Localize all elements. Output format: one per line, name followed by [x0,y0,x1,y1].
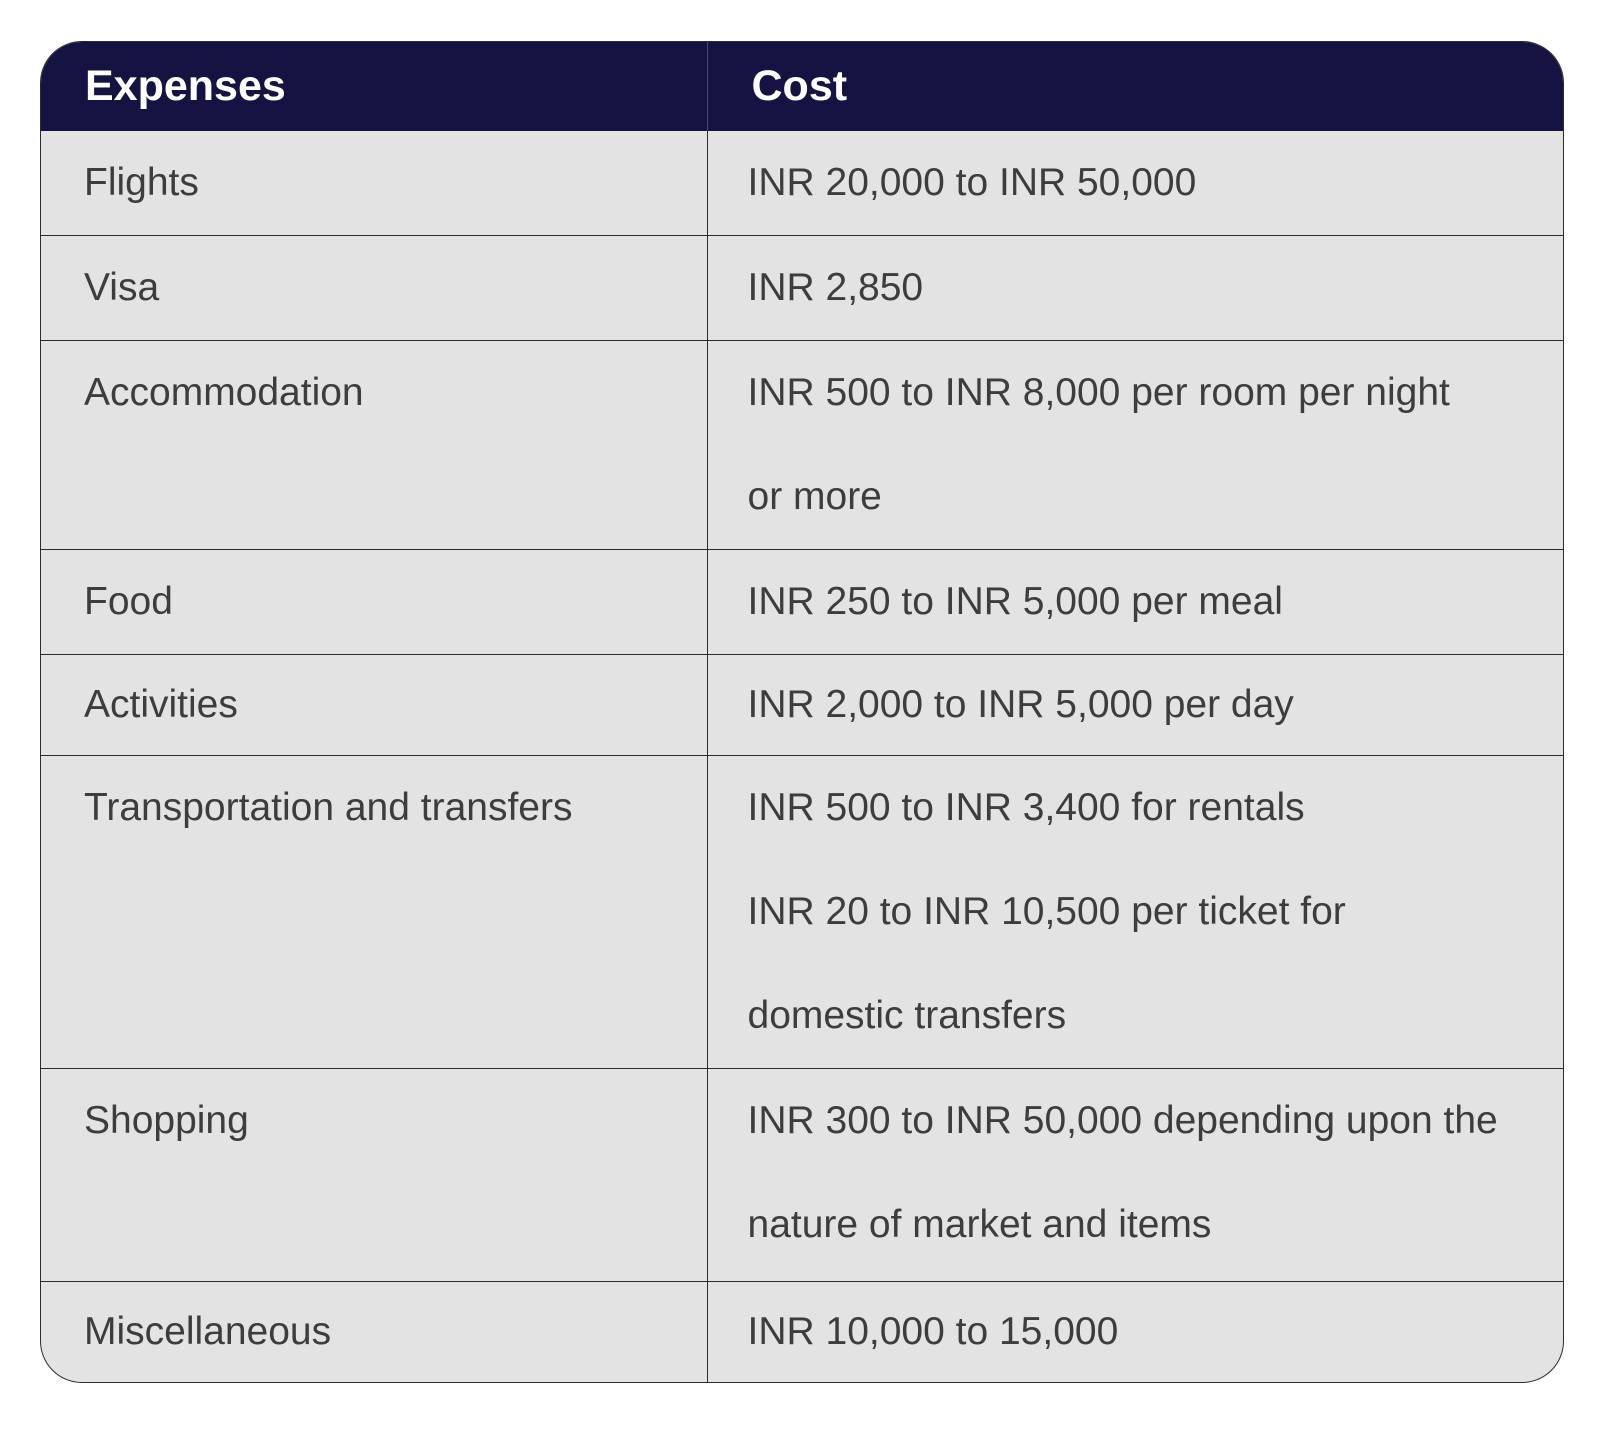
table-row [41,1282,1563,1383]
expense-cell: Accommodation [41,341,707,550]
cost-cell [707,756,1563,1069]
cost-line: INR 20 to INR 10,500 per ticket for [747,890,1346,933]
cost-line: INR 2,000 to INR 5,000 per day [747,683,1294,726]
header-expenses: Expenses [41,42,707,131]
table-row [41,756,1563,1069]
cost-cell [707,1282,1563,1383]
expense-cell: Activities [41,655,707,756]
table-row [41,341,1563,550]
cost-cell [707,341,1563,550]
expense-cell: Flights [84,161,199,204]
expense-cell: Miscellaneous [41,1282,707,1383]
cost-line: or more [747,475,882,518]
table-header-row [41,42,1563,131]
header-cost: Cost [707,42,1563,131]
cost-cell [707,550,1563,655]
cost-line: INR 500 to INR 3,400 for rentals [747,786,1305,829]
cost-cell [707,131,1563,236]
cost-line: domestic transfers [747,994,1067,1037]
expense-table-container [40,41,1564,1383]
cost-line: INR 2,850 [747,266,924,309]
cost-line: INR 300 to INR 50,000 depending upon the [747,1099,1498,1142]
table-row [41,131,1563,236]
expense-cell: Shopping [41,1069,707,1282]
cost-line: INR 10,000 to 15,000 [747,1310,1119,1353]
cost-line: INR 500 to INR 8,000 per room per night [747,371,1450,414]
cost-line: INR 20,000 to INR 50,000 [747,161,1197,204]
expense-cell: Food [41,550,707,655]
expense-cost-table [41,42,1563,1382]
expense-cell: Transportation and transfers [41,756,707,1069]
cost-cell [707,655,1563,756]
cost-cell [707,236,1563,341]
table-row [41,236,1563,341]
cost-line: INR 250 to INR 5,000 per meal [747,580,1283,623]
table-row [41,550,1563,655]
cost-line: nature of market and items [747,1203,1212,1246]
cost-cell [707,1069,1563,1282]
table-row [41,1069,1563,1282]
table-row [41,655,1563,756]
expense-cell: Visa [41,236,707,341]
